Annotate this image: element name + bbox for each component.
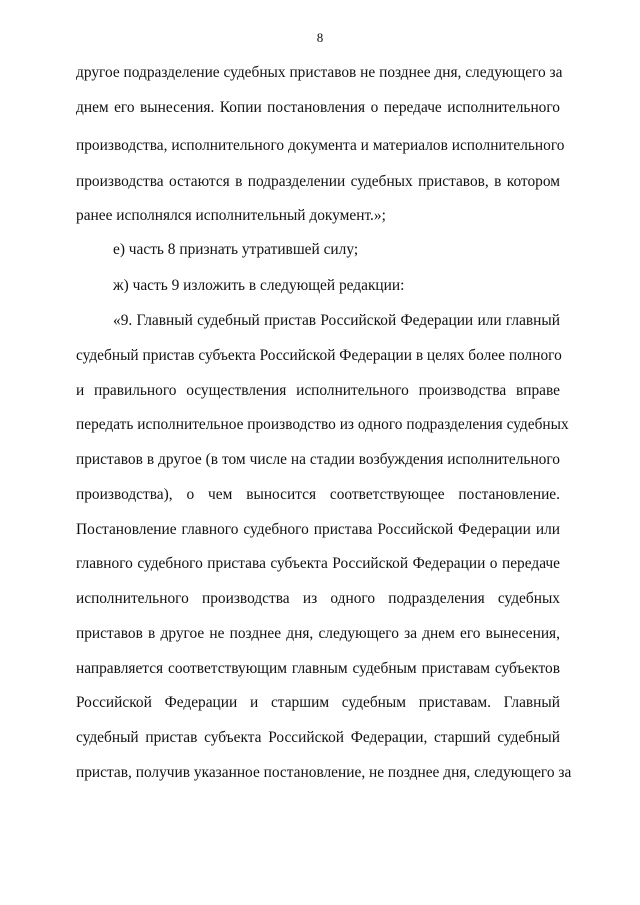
text-line: производства, исполнительного документа и материалов исполнительного [76, 137, 565, 154]
text-line: другое подразделение судебных приставов не позднее дня, следующего за [76, 64, 563, 81]
text-line: Постановление главного судебного пристава Российской Федерации или [76, 521, 560, 538]
text-line: исполнительного производства из одного подразделения судебных [76, 590, 560, 607]
text-line: и правильного осуществления исполнительного производства вправе [76, 382, 560, 399]
text-line: ж) часть 9 изложить в следующей редакции: [113, 277, 405, 294]
text-line: приставов в другое (в том числе на стадии возбуждения исполнительного [76, 451, 560, 468]
page-number: 8 [316, 30, 324, 45]
text-line: судебный пристав субъекта Российской Федерации в целях более полного [76, 347, 562, 364]
text-line: производства остаются в подразделении судебных приставов, в котором [76, 173, 560, 190]
text-line: Российской Федерации и старшим судебным приставам. Главный [76, 694, 560, 711]
text-line: судебный пристав субъекта Российской Федерации, старший судебный [76, 729, 560, 746]
text-line: пристав, получив указанное постановление, не позднее дня, следующего за [76, 764, 572, 781]
text-line: передать исполнительное производство из одного подразделения судебных [76, 416, 569, 433]
text-line: главного судебного пристава субъекта Российской Федерации о передаче [76, 555, 560, 572]
text-line: ранее исполнялся исполнительный документ.»; [76, 207, 386, 224]
text-line: днем его вынесения. Копии постановления о передаче исполнительного [76, 99, 560, 116]
text-line: направляется соответствующим главным судебным приставам субъектов [76, 660, 560, 677]
text-line: «9. Главный судебный пристав Российской Федерации или главный [113, 312, 560, 329]
text-line: приставов в другое не позднее дня, следующего за днем его вынесения, [76, 625, 560, 642]
text-line: е) часть 8 признать утратившей силу; [113, 241, 359, 258]
text-line: производства), о чем выносится соответствующее постановление. [76, 486, 560, 503]
